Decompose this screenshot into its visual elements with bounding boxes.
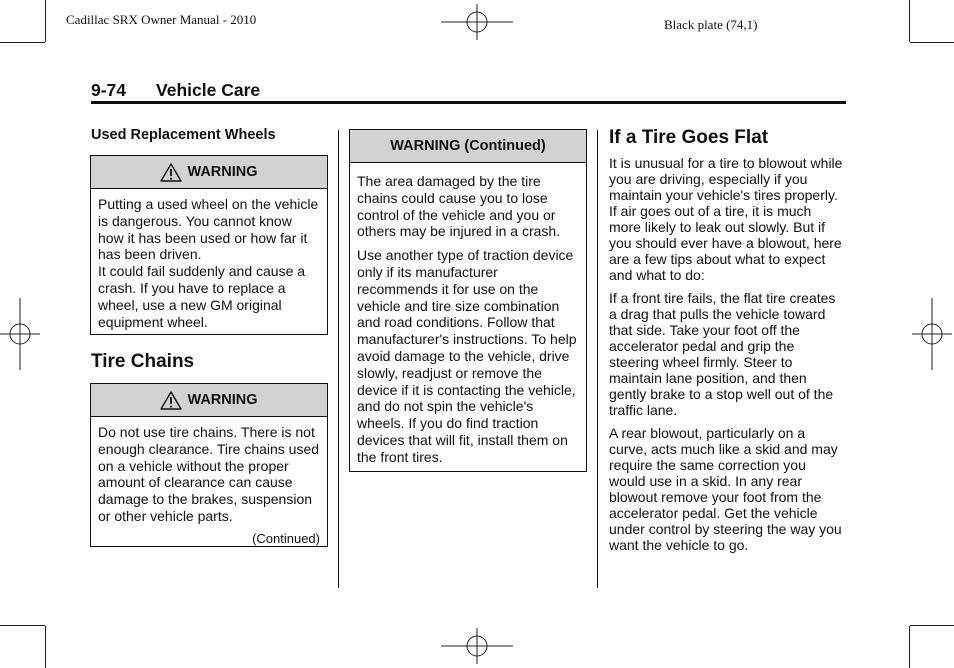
body-text: [609, 155, 846, 560]
paragraph: If a front tire fails, the flat tire creates a drag that pulls the vehicle toward that side. Take your foot off the accelerator pedal and grip the steering wheel firmly. Steer to maintain lane position, and then gently brake to a stop well out of the traffic lane.: [609, 290, 836, 418]
paragraph: A rear blowout, particularly on a curve, acts much like a skid and may require the same correction you would use in a skid. In any rear blowout remove your foot from the accelerator pedal. Get the vehicle under control by steering the way you want the vehicle to go.: [609, 425, 842, 553]
warning-box: [349, 129, 587, 472]
warning-title: [91, 384, 327, 417]
warning-body: [350, 163, 586, 472]
crop-mark: [45, 0, 46, 42]
column-divider: [338, 130, 339, 588]
warning-triangle-icon: [160, 391, 182, 410]
crop-mark: [909, 0, 910, 42]
crop-mark: [909, 626, 910, 668]
registration-mark-icon: [912, 298, 952, 370]
warning-text: Putting a used wheel on the vehicle is dangerous. You cannot know how it has been used or how far it has been driven.: [98, 196, 319, 263]
registration-mark-icon: [441, 628, 513, 664]
plate-label: Black plate (74,1): [664, 17, 758, 32]
warning-body: [91, 189, 327, 336]
warning-label: WARNING: [187, 392, 258, 408]
warning-text: The area damaged by the tire chains could cause you to lose control of the vehicle and you or others may be injured in a crash.: [357, 173, 561, 240]
warning-text: Use another type of traction device only if its manufacturer recommends it for use on the vehicle and tire size combination and road conditions. Follow that manufacturer's instructions. To help avoid damage to the vehicle, drive slowly, readjust or remove the device if it is contacting the vehicle, and do not spin the vehicle's wheels. If you do find traction devices that will fit, install them on the front tires.: [357, 247, 577, 465]
paragraph: It is unusual for a tire to blowout while you are driving, especially if you maintain your vehicle's tires properly. If air goes out of a tire, it is much more likely to leak out slowly. But if you should ever have a blowout, here are a few tips about what to expect and what to do:: [609, 155, 843, 283]
warning-label: WARNING (Continued): [390, 138, 546, 154]
warning-title: [91, 156, 327, 189]
warning-triangle-icon: [160, 163, 182, 182]
warning-label: WARNING: [187, 164, 258, 180]
registration-mark-icon: [441, 4, 513, 40]
crop-mark: [0, 625, 45, 626]
crop-mark: [45, 626, 46, 668]
crop-mark: [910, 42, 954, 43]
crop-mark: [0, 42, 45, 43]
section-title: Vehicle Care: [156, 80, 261, 100]
warning-text: Do not use tire chains. There is not enough clearance. Tire chains used on a vehicle without the proper amount of clearance can cause damage to the brakes, suspension or other vehicle parts.: [98, 424, 320, 524]
section-heading: Used Replacement Wheels: [91, 127, 276, 143]
header-rule: [91, 101, 846, 104]
crop-mark: [910, 625, 954, 626]
warning-text: It could fail suddenly and cause a crash. If you have to replace a wheel, use a new GM original equipment wheel.: [98, 263, 306, 330]
continued-label: (Continued): [252, 530, 320, 546]
warning-box: [90, 383, 328, 547]
registration-mark-icon: [0, 298, 40, 370]
section-heading: If a Tire Goes Flat: [609, 127, 769, 148]
warning-box: [90, 155, 328, 335]
column-divider: [597, 130, 598, 588]
warning-title: [350, 130, 586, 163]
manual-title: Cadillac SRX Owner Manual - 2010: [66, 12, 257, 27]
running-head: [91, 80, 260, 101]
page-number: 9-74: [91, 80, 127, 100]
warning-body: [91, 417, 327, 554]
section-heading: Tire Chains: [91, 351, 195, 372]
